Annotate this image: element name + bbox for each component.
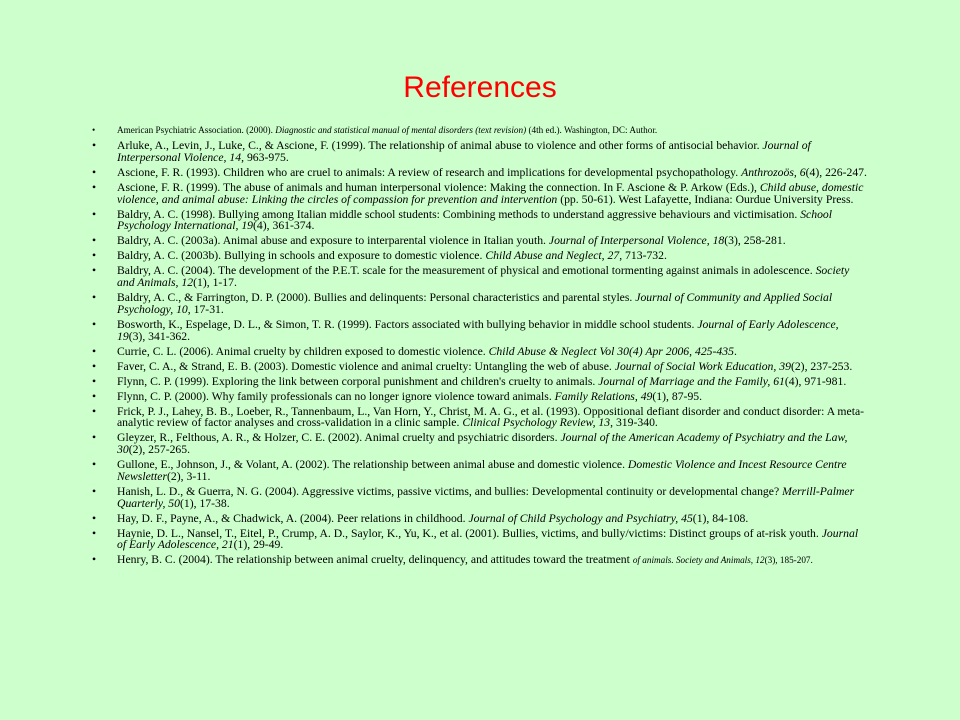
- reference-source: Merrill-Palmer Quarterly, 50: [117, 484, 855, 510]
- bullet-icon: •: [92, 138, 97, 152]
- bullet-icon: •: [92, 165, 97, 179]
- reference-text: (1), 1-17.: [193, 276, 237, 290]
- reference-item: [92, 486, 867, 510]
- bullet-icon: •: [92, 484, 97, 498]
- reference-text: , 17-31.: [187, 302, 224, 316]
- reference-text: Faver, C. A., & Strand, E. B. (2003). Domestic violence and animal cruelty: Untangling the web of abuse.: [117, 359, 615, 373]
- reference-item: [92, 459, 867, 483]
- bullet-icon: •: [92, 389, 97, 403]
- reference-source: Journal of the American Academy of Psychiatry and the Law, 30: [117, 431, 848, 457]
- reference-list: [92, 125, 867, 570]
- reference-text: Baldry, A. C. (2003a). Animal abuse and exposure to interparental violence in Italian youth.: [117, 234, 549, 248]
- reference-text: (3), 341-362.: [128, 329, 191, 343]
- reference-source: Domestic Violence and Incest Resource Centre Newsletter: [117, 458, 847, 483]
- bullet-icon: •: [92, 234, 97, 248]
- reference-source: Family Relations, 49: [554, 389, 653, 403]
- bullet-icon: •: [92, 431, 97, 445]
- reference-text: Gleyzer, R., Felthous, A. R., & Holzer, C. E. (2002). Animal cruelty and psychiatric disorders.: [117, 431, 561, 445]
- reference-text: (1), 17-38.: [179, 496, 230, 510]
- reference-text: Ascione, F. R. (1993). Children who are cruel to animals: A review of research and implications for developmental psychopathology.: [117, 165, 742, 179]
- reference-text: (4), 226-247.: [805, 165, 867, 179]
- reference-item: [92, 125, 867, 137]
- reference-source: Journal of Early Adolescence, 19: [117, 317, 839, 343]
- reference-text: Currie, C. L. (2006). Animal cruelty by children exposed to domestic violence.: [117, 344, 489, 358]
- bullet-icon: •: [92, 404, 97, 418]
- reference-text: (2), 257-265.: [128, 443, 191, 457]
- reference-text: Baldry, A. C. (2004). The development of the P.E.T. scale for the measurement of physical and emotional tormenting against animals in adolescence.: [117, 264, 816, 278]
- reference-source: Society and Animals, 12: [117, 264, 850, 290]
- reference-text: Baldry, A. C., & Farrington, D. P. (2000). Bullies and delinquents: Personal characteristics and parental styles.: [117, 291, 636, 305]
- reference-item: [92, 167, 867, 179]
- reference-text: (1), 84-108.: [692, 511, 749, 525]
- reference-item: [92, 346, 867, 358]
- reference-item: [92, 391, 867, 403]
- reference-item: [92, 250, 867, 262]
- reference-text: (2), 3-11.: [167, 469, 211, 483]
- reference-text: (4), 971-981.: [784, 374, 847, 388]
- bullet-icon: •: [92, 374, 97, 388]
- reference-source: Journal of Marriage and the Family, 61: [598, 374, 785, 388]
- reference-text: Gullone, E., Johnson, J., & Volant, A. (2002). The relationship between animal abuse and domestic violence.: [117, 458, 628, 472]
- slide-title: References: [403, 71, 557, 104]
- reference-source: Child Abuse and Neglect, 27: [485, 249, 620, 263]
- reference-text: Frick, P. J., Lahey, B. B., Loeber, R., Tannenbaum, L., Van Horn, Y., Christ, M. A. G., et al. (1993). Oppositional defiant disorder and conduct disorder: A meta-analytic review of factor analyses and cross-validation in a clinic sample.: [117, 404, 865, 430]
- reference-source: Clinical Psychology Review, 13: [462, 416, 611, 430]
- reference-source: Child abuse, domestic violence, and animal abuse: Linking the circles of compassion for prevention and intervention: [117, 180, 864, 206]
- reference-text: Bosworth, K., Espelage, D. L., & Simon, T. R. (1999). Factors associated with bullying behavior in middle school students.: [117, 317, 698, 331]
- reference-text: Haynie, D. L., Nansel, T., Eitel, P., Crump, A. D., Saylor, K., Yu, K., et al. (2001). Bullies, victims, and bully/victims: Distinct groups of at-risk youth.: [117, 526, 822, 540]
- reference-text: Arluke, A., Levin, J., Luke, C., & Ascione, F. (1999). The relationship of animal abuse to violence and other forms of antisocial behavior.: [117, 138, 763, 152]
- bullet-icon: •: [92, 264, 97, 278]
- reference-source: Journal of Interpersonal Violence, 14: [117, 138, 811, 164]
- reference-source: Journal of Community and Applied Social Psychology, 10: [117, 291, 833, 316]
- reference-item: [92, 528, 867, 552]
- reference-item: [92, 406, 867, 430]
- reference-item: [92, 209, 867, 233]
- bullet-icon: •: [92, 526, 97, 540]
- reference-item: [92, 376, 867, 388]
- reference-source: School Psychology International, 19: [117, 207, 833, 233]
- reference-item: [92, 182, 867, 206]
- reference-item: [92, 140, 867, 164]
- reference-text: , 319-340.: [610, 416, 658, 430]
- reference-text: (3), 258-281.: [724, 234, 786, 248]
- reference-text: (3), 185-207.: [764, 555, 813, 566]
- reference-text: Hanish, L. D., & Guerra, N. G. (2004). Aggressive victims, passive victims, and bullies: Developmental continuity or developmental change?: [117, 484, 783, 498]
- reference-item: [92, 235, 867, 247]
- reference-item: [92, 361, 867, 373]
- reference-text: Baldry, A. C. (2003b). Bullying in schools and exposure to domestic violence.: [117, 249, 486, 263]
- bullet-icon: •: [92, 359, 97, 373]
- reference-text: Hay, D. F., Payne, A., & Chadwick, A. (2004). Peer relations in childhood.: [117, 511, 469, 525]
- reference-text: Flynn, C. P. (2000). Why family professionals can no longer ignore violence toward animals.: [117, 389, 555, 403]
- reference-text: , 963-975.: [241, 150, 289, 164]
- reference-text: Baldry, A. C. (1998). Bullying among Italian middle school students: Combining methods to understand aggressive behaviours and victimisation.: [117, 207, 801, 221]
- reference-text: (4th ed.). Washington, DC: Author.: [526, 125, 658, 135]
- bullet-icon: •: [92, 344, 97, 358]
- reference-source: Anthrozoös, 6: [741, 165, 806, 179]
- bullet-icon: •: [92, 553, 97, 567]
- bullet-icon: •: [92, 511, 97, 525]
- reference-text: Ascione, F. R. (1999). The abuse of animals and human interpersonal violence: Making the connection. In F. Ascione & P. Arkow (Eds.),: [117, 180, 760, 194]
- bullet-icon: •: [92, 317, 97, 331]
- reference-text: (1), 29-49.: [233, 538, 284, 552]
- bullet-icon: •: [92, 180, 97, 194]
- reference-item: [92, 432, 867, 456]
- reference-item: [92, 513, 867, 525]
- reference-text: (pp. 50-61). West Lafayette, Indiana: Ourdue University Press.: [557, 192, 854, 206]
- reference-source: Journal of Early Adolescence, 21: [117, 526, 859, 552]
- reference-source: of animals. Society and Animals, 12: [632, 555, 765, 566]
- reference-item: [92, 319, 867, 343]
- bullet-icon: •: [92, 207, 97, 221]
- reference-source: Child Abuse & Neglect Vol 30(4) Apr 2006, 425-435: [488, 344, 734, 358]
- bullet-icon: •: [92, 125, 96, 135]
- reference-text: (1), 87-95.: [652, 389, 703, 403]
- reference-text: Flynn, C. P. (1999). Exploring the link between corporal punishment and children's cruelty to animals.: [117, 374, 599, 388]
- reference-text: Henry, B. C. (2004). The relationship between animal cruelty, delinquency, and attitudes toward the treatment: [117, 553, 633, 567]
- bullet-icon: •: [92, 249, 97, 263]
- reference-item: [92, 554, 867, 567]
- reference-source: Journal of Social Work Education, 39: [614, 359, 791, 373]
- reference-text: .: [733, 344, 737, 358]
- reference-text: (2), 237-253.: [790, 359, 853, 373]
- reference-source: Diagnostic and statistical manual of mental disorders (text revision): [275, 125, 527, 135]
- reference-item: [92, 265, 867, 289]
- bullet-icon: •: [92, 291, 97, 305]
- reference-text: (4), 361-374.: [253, 219, 315, 233]
- reference-source: Journal of Child Psychology and Psychiatry, 45: [468, 511, 693, 525]
- reference-text: American Psychiatric Association. (2000).: [117, 125, 276, 135]
- reference-source: Journal of Interpersonal Violence, 18: [548, 234, 725, 248]
- reference-text: , 713-732.: [619, 249, 667, 263]
- reference-item: [92, 292, 867, 316]
- bullet-icon: •: [92, 458, 97, 472]
